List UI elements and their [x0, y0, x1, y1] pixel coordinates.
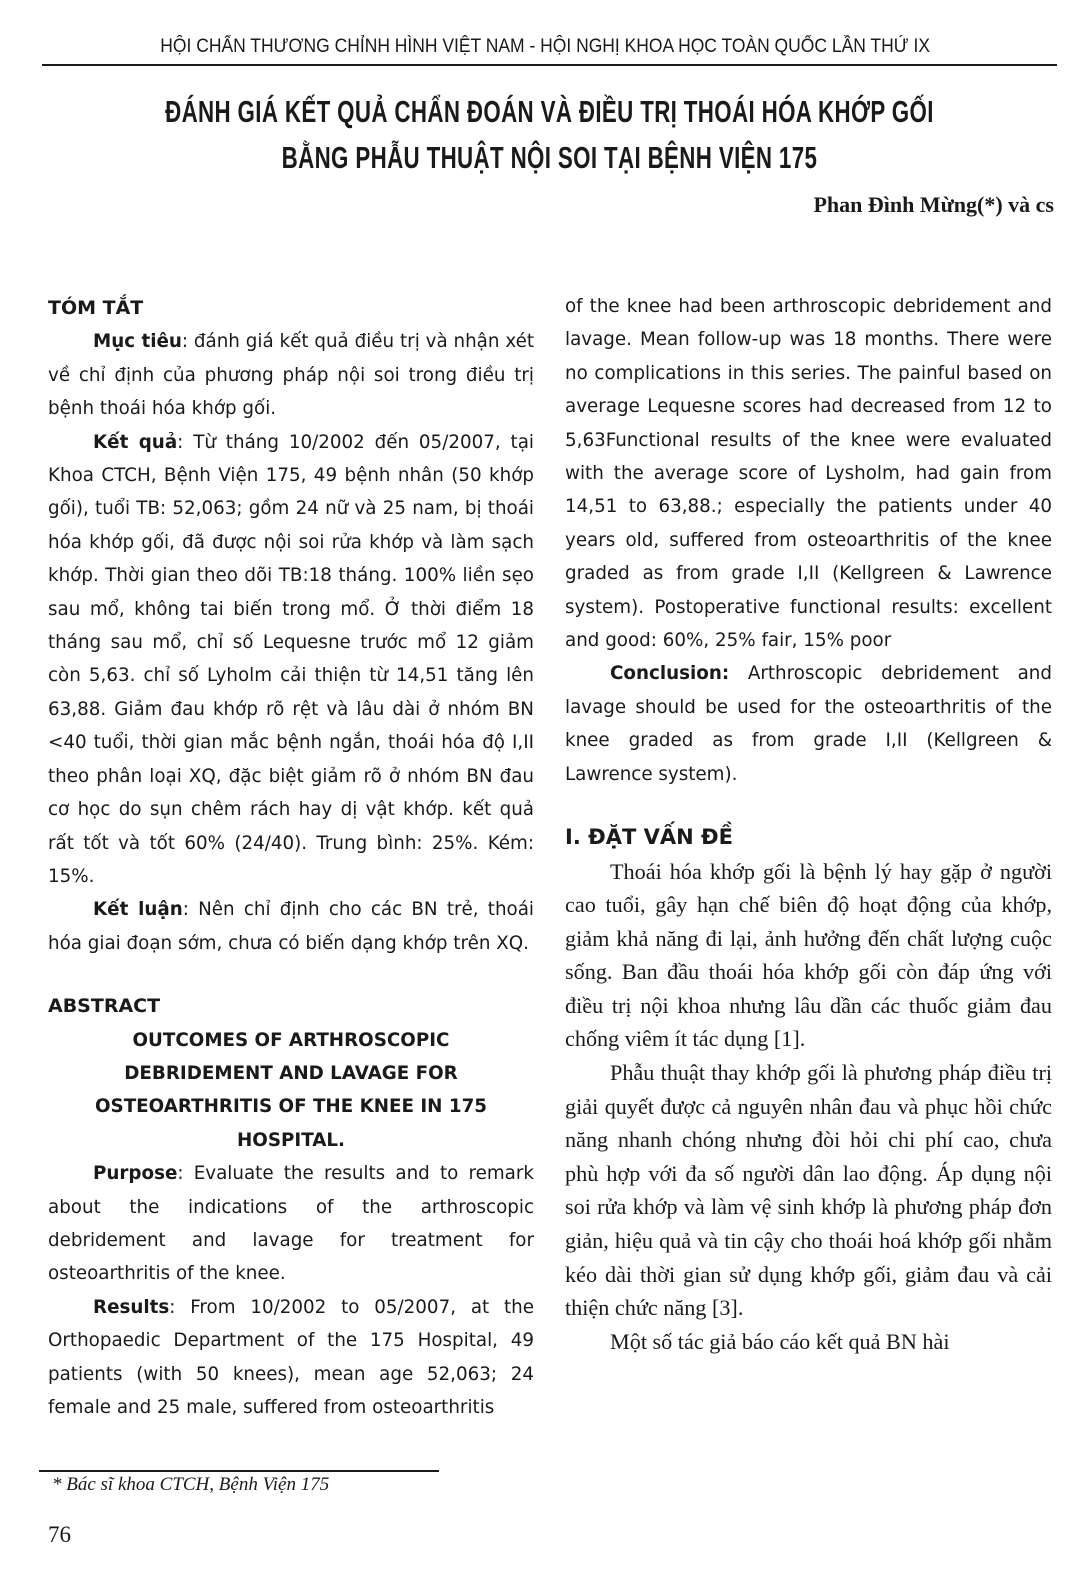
- introduction-heading: I. ĐẶT VẤN ĐỀ: [565, 825, 733, 850]
- introduction-paragraph: Thoái hóa khớp gối là bệnh lý hay gặp ở người cao tuổi, gây hạn chế biên độ hoạt động của khớp, giảm khả năng đi lại, ảnh hưởng đến chất lượng cuộc sống. Ban đầu thoái hóa khớp gối còn đáp ứng với điều trị nội khoa nhưng lâu dần các thuốc giảm đau chống viêm ít tác dụng [1].: [565, 858, 1052, 1052]
- abstract-heading: ABSTRACT: [48, 995, 161, 1018]
- results-text: : Từ tháng 10/2002 đến 05/2007, tại Khoa CTCH, Bệnh Viện 175, 49 bệnh nhân (50 khớp gối), tuổi TB: 52,063; gồm 24 nữ và 25 nam, bị thoái hóa khớp gối, đã được nội soi rửa khớp và làm sạch khớp. Thời gian theo dõi TB:18 tháng. 100% liền sẹo sau mổ, không tai biến trong mổ. Ở thời điểm 18 tháng sau mổ, chỉ số Lequesne trước mổ 12 giảm còn 5,63. chỉ số Lyholm cải thiện từ 14,51 tăng lên 63,88. Giảm đau khớp rõ rệt và lâu dài ở nhóm BN <40 tuổi, thời gian mắc bệnh ngắn, thoái hóa độ I,II theo phân loại XQ, đặc biệt giảm rõ ở nhóm BN đau cơ học do sụn chêm rách hay dị vật khớp. kết quả rất tốt và tốt 60% (24/40). Trung bình: 25%. Kém: 15%.: [48, 431, 534, 887]
- abstract-conclusion-text: Arthroscopic debridement and lavage should be used for the osteoarthritis of the knee graded as from grade I,II (Kellgreen & Lawrence system).: [565, 663, 1052, 785]
- objective-text: : đánh giá kết quả điều trị và nhận xét về chỉ định của phương pháp nội soi trong điều trị bệnh thoái hóa khớp gối.: [48, 331, 535, 420]
- page-number: 76: [48, 1522, 71, 1547]
- header-rule: [42, 64, 1057, 66]
- summary-heading: TÓM TẮT: [48, 297, 144, 319]
- introduction-body: [565, 855, 1052, 1359]
- abstract-purpose: [48, 1157, 534, 1291]
- abstract-conclusion: [565, 657, 1052, 791]
- spacer: [48, 960, 534, 990]
- summary-objective: [48, 325, 534, 425]
- author-line: Phan Đình Mừng(*) và cs: [813, 192, 1054, 217]
- objective-label: Mục tiêu: [93, 331, 182, 353]
- left-column: [48, 292, 534, 1424]
- conclusion-label: Kết luận: [93, 899, 183, 921]
- article-title-line-2: BẰNG PHẪU THUẬT NỘI SOI TẠI BỆNH VIỆN 175: [281, 140, 818, 175]
- abstract-conclusion-label: Conclusion:: [610, 663, 730, 685]
- right-column: [565, 290, 1052, 1358]
- summary-conclusion: [48, 893, 534, 960]
- introduction-paragraph: Phẫu thuật thay khớp gối là phương pháp điều trị giải quyết được cả nguyên nhân đau và phục hồi chức năng nhanh chóng nhưng đòi hỏi chi phí cao, chưa phù hợp với đa số người dân lao động. Áp dụng nội soi rửa khớp và làm vệ sinh khớp là phương pháp đơn giản, hiệu quả và tin cậy cho thoái hoá khớp gối nhằm kéo dài thời gian sử dụng khớp gối, giảm đau và cải thiện chức năng [3].: [565, 1060, 1052, 1321]
- purpose-label: Purpose: [93, 1163, 178, 1185]
- abstract-results-label: Results: [93, 1296, 170, 1318]
- abstract-results-continued: of the knee had been arthroscopic debridement and lavage. Mean follow-up was 18 months. There were no complications in this series. The painful based on average Lequesne scores had decreased from 12 to 5,63Functional results of the knee were evaluated with the average score of Lysholm, had gain from 14,51 to 63,88.; especially the patients under 40 years old, suffered from osteoarthritis of the knee graded as from grade I,II (Kellgreen & Lawrence system). Postoperative functional results: excellent and good: 60%, 25% fair, 15% poor: [565, 296, 1052, 652]
- article-title-line-1: ĐÁNH GIÁ KẾT QUẢ CHẨN ĐOÁN VÀ ĐIỀU TRỊ THOÁI HÓA KHỚP GỐI: [165, 94, 934, 129]
- abstract-results: [48, 1291, 534, 1425]
- spacer: [565, 791, 1052, 821]
- purpose-text: : Evaluate the results and to remark about the indications of the arthroscopic debridement and lavage for treatment for osteoarthritis of the knee.: [48, 1163, 534, 1285]
- abstract-results-text: : From 10/2002 to 05/2007, at the Orthopaedic Department of the 175 Hospital, 49 patients (with 50 knees), mean age 52,063; 24 female and 25 male, suffered from osteoarthritis: [48, 1296, 534, 1418]
- results-label: Kết quả: [93, 431, 178, 453]
- running-head: HỘI CHẤN THƯƠNG CHỈNH HÌNH VIỆT NAM - HỘI NGHỊ KHOA HỌC TOÀN QUỐC LẦN THỨ IX: [160, 36, 931, 57]
- footnote-rule: [39, 1470, 439, 1472]
- introduction-paragraph: Một số tác giả báo cáo kết quả BN hài: [610, 1328, 950, 1354]
- footnote: * Bác sĩ khoa CTCH, Bệnh Viện 175: [52, 1474, 330, 1495]
- summary-results: [48, 426, 534, 894]
- abstract-title: OUTCOMES OF ARTHROSCOPIC DEBRIDEMENT AND LAVAGE FOR OSTEOARTHRITIS OF THE KNEE IN 175 HOSPITAL.: [94, 1029, 488, 1151]
- conclusion-text: : Nên chỉ định cho các BN trẻ, thoái hóa giai đoạn sớm, chưa có biến dạng khớp trên XQ.: [48, 899, 534, 954]
